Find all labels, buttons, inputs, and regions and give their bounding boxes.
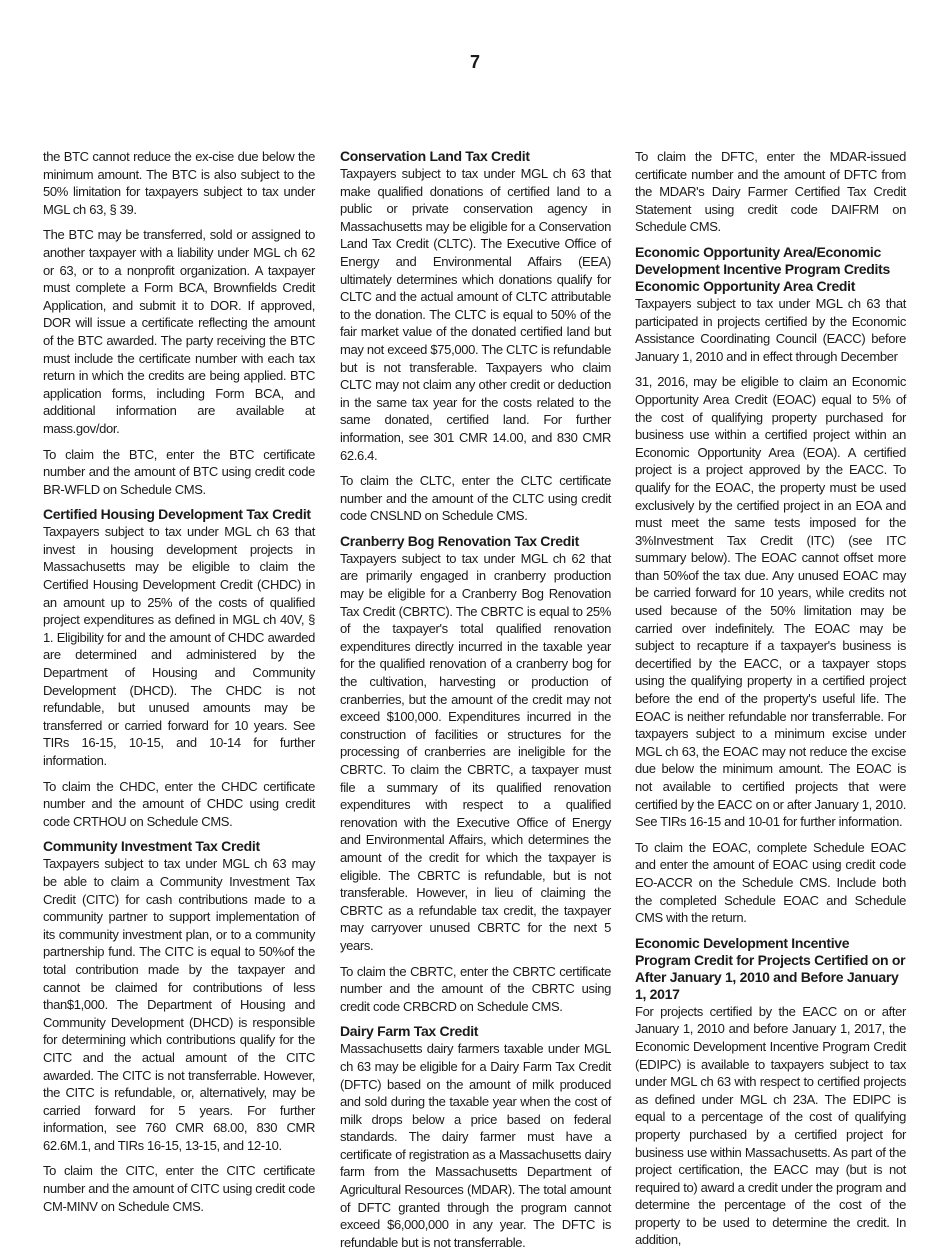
paragraph: Taxpayers subject to tax under MGL ch 62 that are primarily engaged in cranberry production may be eligible for a Cranberry Bog Renovation Tax Credit (CBRTC). The CBRTC is equal to 25% of the taxpayer's total qualified renovation expenditures directly incurred in the taxable year for the qualified renovation of a cranberry bog for the cultivation, harvesting or production of cranberries, but the amount of the credit may not exceed $100,000. Expenditures incurred in the construction of facilities or structures for the processing of cranberries are ineligible for the CBRTC. To claim the CBRTC, a taxpayer must file a summary of its qualified renovation expenditures with respect to a qualified renovation with the Executive Office of Energy and Environmental Affairs, which determines the amount of the credit for which the taxpayer is eligible. The CBRTC is refundable, but is not transferable. However, in lieu of claiming the CBRTC as a refundable tax credit, the taxpayer may carryover unused CBRTC for the next 5 years. bbox=[340, 550, 611, 953]
paragraph: To claim the DFTC, enter the MDAR-issued certificate number and the amount of DFTC from the MDAR's Dairy Farmer Certified Tax Credit Statement using credit code DAIFRM on Schedule CMS. bbox=[635, 149, 906, 235]
heading-cltc: Conservation Land Tax Credit bbox=[340, 148, 530, 164]
paragraph: Taxpayers subject to tax under MGL ch 63 that make qualified donations of certified land to a public or private conservation agency in Massachusetts may be eligible for a Conservation Land Tax Credit (CLTC). The Executive Office of Energy and Environmental Affairs (EEA) ultimately determines which donations qualify for CLTC and the actual amount of CLTC attributable to the donation. The CLTC is equal to 50% of the fair market value of the donated certified land but may not exceed $75,000. The CLTC is refundable but is not transferable. Taxpayers who claim CLTC may not claim any other credit or deduction in the same tax year for the costs related to the same donated, certified land. For further information, see 301 CMR 14.00, and 830 CMR 62.6.4. bbox=[340, 166, 611, 463]
paragraph: To claim the CLTC, enter the CLTC certificate number and the amount of the CLTC using credit code CNSLND on Schedule CMS. bbox=[340, 473, 611, 524]
heading-dftc: Dairy Farm Tax Credit bbox=[340, 1023, 479, 1040]
heading-cbrtc: Cranberry Bog Renovation Tax Credit bbox=[340, 532, 579, 549]
heading-citc: Community Investment Tax Credit bbox=[43, 838, 260, 855]
column-1 bbox=[43, 148, 315, 1223]
column-2 bbox=[340, 148, 611, 1259]
heading-chdc: Certified Housing Development Tax Credit bbox=[43, 506, 311, 523]
paragraph: To claim the CHDC, enter the CHDC certificate number and the amount of CHDC using credit code CRTHOU on Schedule CMS. bbox=[43, 778, 315, 829]
paragraph: To claim the CITC, enter the CITC certificate number and the amount of CITC using credit code CM-MINV on Schedule CMS. bbox=[43, 1163, 315, 1214]
paragraph: To claim the EOAC, complete Schedule EOAC and enter the amount of EOAC using credit code EO-ACCR on the Schedule CMS. Include both the completed Schedule EOAC and Schedule CMS with the return. bbox=[635, 839, 906, 926]
paragraph: For projects certified by the EACC on or after January 1, 2010 and before January 1, 2017, the Economic Development Incentive Program Credit (EDIPC) is available to taxpayers subject to tax under MGL ch 63 with respect to certified projects as defined under MGL ch 23A. The EDIPC is equal to a percentage of the cost of qualifying property purchased by a certified project for business use within Massachusetts. As part of the project certification, the EACC may (but is not required to) award a credit under the program and determine the percentage of the cost of the property to be used to determine the credit. In addition, bbox=[635, 1003, 906, 1248]
heading-eoac: Economic Opportunity Area Credit bbox=[635, 277, 856, 294]
paragraph: 31, 2016, may be eligible to claim an Economic Opportunity Area Credit (EOAC) equal to 5% of the cost of qualifying property purchased for business use within a certified project within an Economic Opportunity Area (EOA). A certified project is a project approved by the EACC. To qualify for the EOAC, the property must be used exclusively by the certified project in an EOA and must meet the same tests imposed for the 3%Investment Tax Credit (ITC) (see ITC summary below). The EOAC cannot offset more than 50%of the tax due. Any unused EOAC may be carried forward for 10 years, while credits not used because of the 50% limitation may be carried over indefinitely. The EOAC may be subject to recapture if a taxpayer's business is decertified by the EACC, or a taxpayer stops using the qualifying property in a certified project before the end of the property's useful life. The EOAC is neither refundable nor transferrable. For taxpayers subject to a minimum excise under MGL ch 63, the EOAC may not reduce the excise due below the minimum amount. The EOAC is not available to certified projects that were certified by the EACC on or after January 1, 2010. See TIRs 16-15 and 10-01 for further information. bbox=[635, 374, 906, 830]
paragraph: The BTC may be transferred, sold or assigned to another taxpayer with a liability under MGL ch 62 or 63, or to a nonprofit organization. A taxpayer must complete a Form BCA, Brownfields Credit Application, and submit it to DOR. If approved, DOR will issue a certificate reflecting the amount of the BTC awarded. The party receiving the BTC must include the certificate number with each tax return in which the credits are being applied. BTC application forms, including Form BCA, and additional information are available at mass.gov/dor. bbox=[43, 227, 315, 436]
paragraph: Taxpayers subject to tax under MGL ch 63 may be able to claim a Community Investment Tax Credit (CITC) for cash contributions made to a community partner to support implementation of its community investment plan, or to a community partnership fund. The CITC is equal to 50%of the total contribution made by the taxpayer and cannot be claimed for contributions of less than$1,000. The Department of Housing and Community Development (DHCD) is responsible for determining which contributions qualify for the CITC and the actual amount of the CITC awarded. The CITC is not transferrable. However, the CITC is refundable, or, alternatively, may be carried forward for 5 years. For further information, see 760 CMR 68.00, 830 CMR 62.6M.1, and TIRs 16-15, 13-15, and 12-10. bbox=[43, 856, 315, 1153]
column-3 bbox=[635, 148, 906, 1257]
heading-edipc: Economic Development Incentive Program Credit for Projects Certified on or After January 1, 2010 and Before January 1, 2017 bbox=[635, 934, 906, 1002]
paragraph: Taxpayers subject to tax under MGL ch 63 that invest in housing development projects in Massachusetts may be eligible to claim the Certified Housing Development Credit (CHDC) in an amount up to 25% of the costs of qualified project expenditures as defined in MGL ch 40V, § 1. Eligibility for and the amount of CHDC awarded are determined and administered by the Department of Housing and Community Development (DHCD). The CHDC is not refundable, but unused amounts may be transferred or carried forward for 10 years. See TIRs 16-15, 10-15, and 10-14 for further information. bbox=[43, 524, 315, 768]
paragraph: To claim the CBRTC, enter the CBRTC certificate number and the amount of the CBRTC using credit code CRBCRD on Schedule CMS. bbox=[340, 963, 611, 1014]
page-number: 7 bbox=[469, 52, 480, 72]
paragraph: the BTC cannot reduce the ex-cise due below the minimum amount. The BTC is also subject to the 50% limitation for taxpayers subject to tax under MGL ch 63, § 39. bbox=[43, 149, 315, 217]
heading-eoa-edip: Economic Opportunity Area/Economic Development Incentive Program Credits bbox=[635, 243, 890, 277]
paragraph: Massachusetts dairy farmers taxable under MGL ch 63 may be eligible for a Dairy Farm Tax Credit (DFTC) based on the amount of milk produced and sold during the taxable year when the cost of milk drops below a price based on federal standards. The dairy farmer must have a certificate of registration as a Massachusetts dairy farm from the Massachusetts Department of Agricultural Resources (MDAR). The total amount of DFTC granted through the program cannot exceed $6,000,000 in any year. The DFTC is refundable but is not transferrable. bbox=[340, 1041, 611, 1250]
paragraph: To claim the BTC, enter the BTC certificate number and the amount of BTC using credit code BR-WFLD on Schedule CMS. bbox=[43, 446, 315, 497]
paragraph: Taxpayers subject to tax under MGL ch 63 that participated in projects certified by the Economic Assistance Coordinating Council (EACC) before January 1, 2010 and in effect through December bbox=[635, 295, 906, 364]
